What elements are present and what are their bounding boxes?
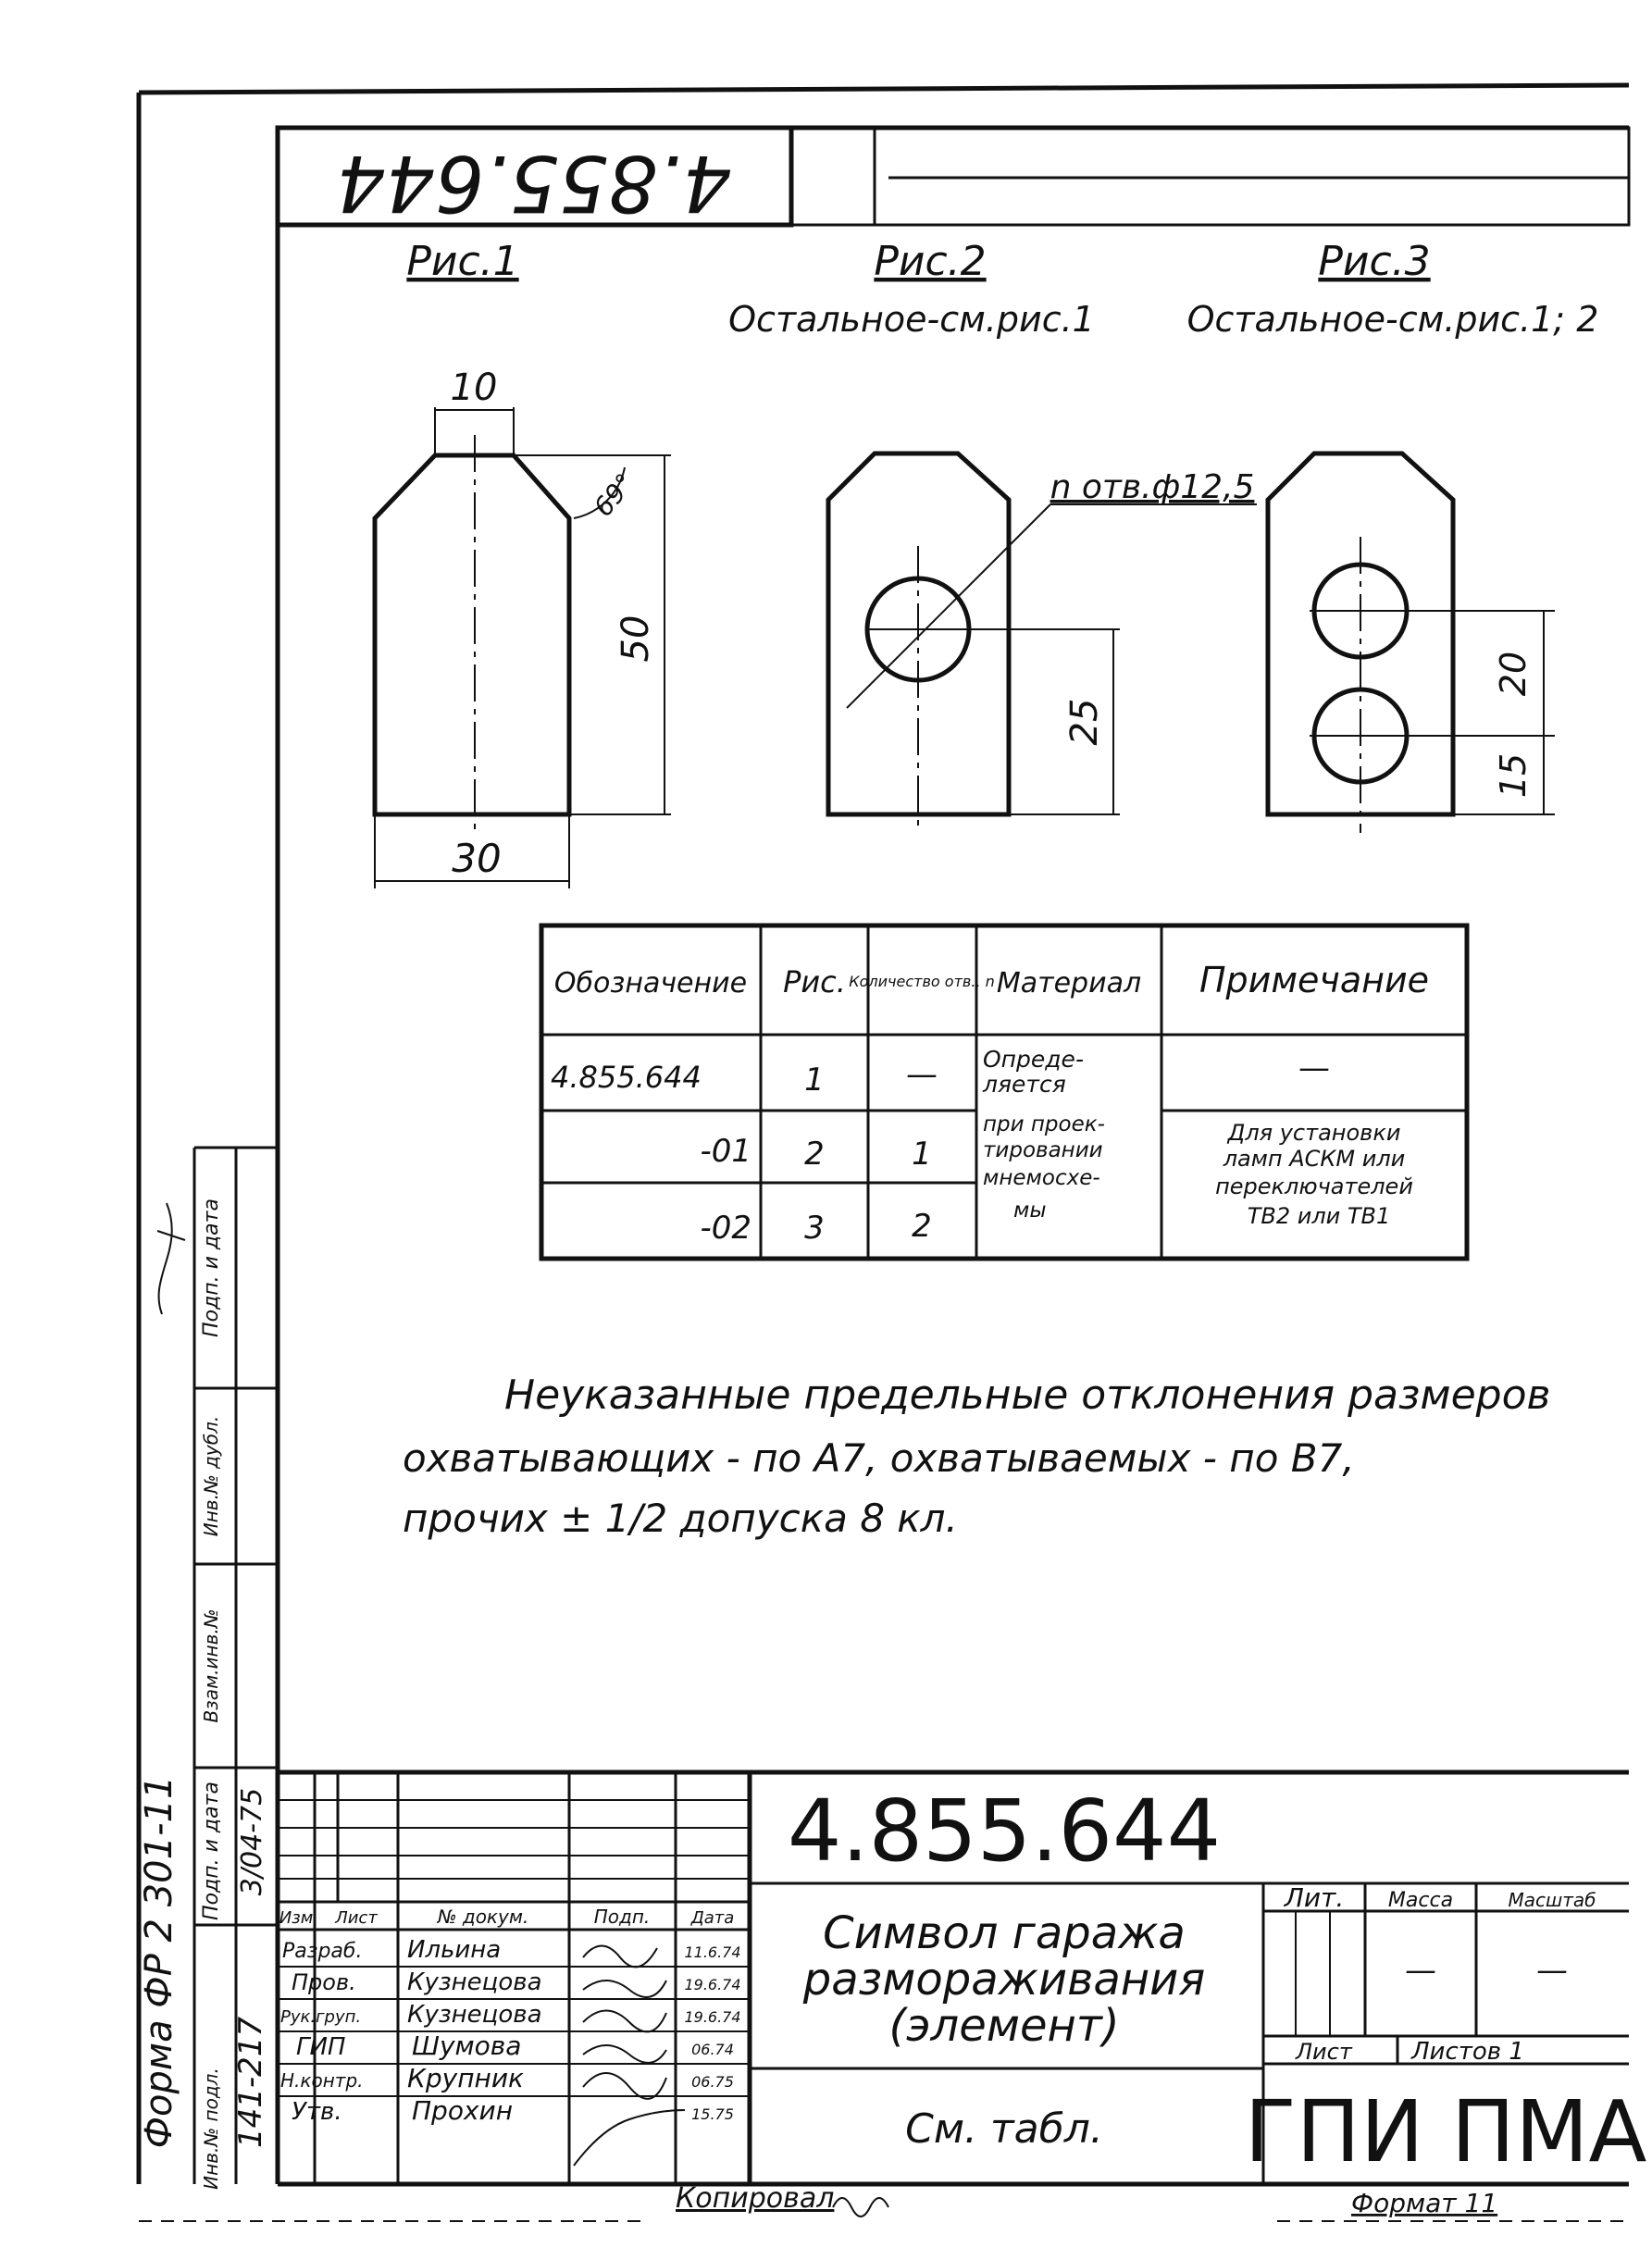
th-material: Материал — [996, 967, 1142, 1000]
row1-note: — — [1298, 1049, 1330, 1087]
tb-h-data: Дата — [690, 1908, 735, 1928]
tb-name-line-1: Символ гаража — [823, 1907, 1186, 1959]
row3-holes: 2 — [912, 1208, 932, 1245]
tb-role-4: ГИП — [296, 2033, 346, 2061]
tb-name-3: Кузнецова — [407, 2001, 542, 2029]
note-line-1: Для установки — [1227, 1120, 1401, 1146]
row2-designation: -01 — [700, 1133, 751, 1170]
tb-role-5: Н.контр. — [280, 2069, 364, 2092]
fig3-dim-15: 15 — [1493, 752, 1534, 799]
tb-name-1: Ильина — [407, 1936, 502, 1964]
stamp-date-value: 3/04-75 — [236, 1787, 268, 1896]
fig2-title: Рис.2 — [874, 238, 987, 285]
note-line-4: ТВ2 или ТВ1 — [1247, 1203, 1391, 1229]
tb-code: 4.855.644 — [787, 1782, 1222, 1881]
footer-copied: Копировал — [676, 2182, 835, 2215]
tb-name-line-2: размораживания — [802, 1954, 1206, 2005]
tb-material: См. табл. — [905, 2105, 1103, 2153]
stamp-signature — [157, 1203, 185, 1314]
tb-date-6: 15.75 — [691, 2105, 734, 2123]
fig1-title: Рис.1 — [406, 238, 519, 285]
material-line-1: Опреде- — [983, 1046, 1084, 1073]
th-fig: Рис. — [783, 964, 846, 1000]
tb-name-2: Кузнецова — [407, 1968, 542, 1996]
fig2-note: Остальное-см.рис.1 — [728, 299, 1095, 340]
fig1-dim-top: 10 — [450, 366, 498, 409]
fig1-dim-angle: 69° — [588, 467, 641, 523]
fig2-dim-25: 25 — [1063, 698, 1106, 746]
fig1-dim-width: 30 — [452, 836, 502, 881]
fig3-note: Остальное-см.рис.1; 2 — [1186, 299, 1599, 340]
tb-name-6: Прохин — [412, 2095, 514, 2126]
row2-holes: 1 — [912, 1136, 932, 1173]
material-line-3: при проек- — [983, 1112, 1105, 1136]
fig3-dim-20: 20 — [1493, 651, 1534, 697]
tb-date-3: 19.6.74 — [684, 2008, 741, 2026]
th-note: Примечание — [1199, 960, 1430, 1000]
material-line-4: тировании — [983, 1138, 1103, 1162]
fig3-title: Рис.3 — [1318, 238, 1431, 285]
fig1-dim-height: 50 — [615, 615, 657, 663]
row1-holes: — — [906, 1056, 938, 1093]
stamp-label-podp1: Подп. и дата — [200, 1782, 223, 1920]
material-line-2: ляется — [983, 1071, 1066, 1098]
row3-designation: -02 — [700, 1210, 751, 1247]
fig3-outline — [1268, 453, 1453, 814]
tb-mass-label: Масса — [1387, 1889, 1454, 1912]
fig2-hole-label: n отв.ф12,5 — [1050, 468, 1255, 506]
tb-mass-value: — — [1405, 1952, 1436, 1989]
tb-date-5: 06.75 — [691, 2073, 734, 2091]
stamp-label-vzam: Взам.инв.№ — [200, 1608, 222, 1723]
tb-lit-label: Лит. — [1284, 1882, 1345, 1913]
tb-scale-label: Масштаб — [1508, 1889, 1596, 1911]
notes-line-2: охватывающих - по А7, охватываемых - по В7, — [403, 1435, 1355, 1481]
tb-sheet-label: Лист — [1296, 2039, 1352, 2065]
tb-h-doc: № докум. — [437, 1906, 529, 1928]
tb-name-4: Шумова — [412, 2030, 522, 2061]
tb-scale-value: — — [1536, 1952, 1568, 1989]
top-border-line — [139, 85, 1629, 93]
tb-role-6: Утв. — [292, 2098, 342, 2126]
row2-fig: 2 — [804, 1136, 825, 1173]
tb-h-izm: Изм — [279, 1908, 314, 1928]
tb-role-3: Рук.груп. — [280, 2007, 362, 2027]
stamp-label-inv: Инв.№ подл. — [200, 2068, 222, 2190]
th-designation: Обозначение — [553, 967, 748, 1000]
tb-name-line-3: (элемент) — [888, 2000, 1120, 2052]
stamp-inv-value: 141-217 — [232, 2016, 269, 2149]
tb-h-podp: Подп. — [593, 1906, 651, 1928]
fig2-leader — [847, 504, 1050, 708]
tb-org: ГПИ ПМА — [1244, 2082, 1647, 2181]
tb-sheets-label: Листов 1 — [1411, 2038, 1524, 2066]
tb-signatures — [574, 1946, 685, 2167]
top-code-rotated: 4.855.644 — [336, 138, 732, 230]
row1-designation: 4.855.644 — [551, 1060, 702, 1095]
material-line-5: мнемосхе- — [983, 1166, 1100, 1190]
tb-h-list: Лист — [335, 1908, 378, 1928]
tb-date-1: 11.6.74 — [684, 1943, 741, 1961]
material-line-6: мы — [1013, 1198, 1047, 1223]
stamp-label-podp2: Подп. и дата — [200, 1198, 223, 1337]
notes-line-3: прочих ± 1/2 допуска 8 кл. — [403, 1496, 958, 1541]
footer-copied-signature — [833, 2198, 888, 2217]
note-line-2: ламп АСКМ или — [1223, 1146, 1406, 1172]
footer-format: Формат 11 — [1351, 2188, 1498, 2218]
tb-role-1: Разраб. — [282, 1940, 363, 1963]
tb-date-2: 19.6.74 — [684, 1976, 741, 1993]
row3-fig: 3 — [804, 1210, 825, 1247]
stamp-forma: Форма ФР 2 301-11 — [138, 1775, 180, 2149]
tb-role-2: Пров. — [292, 1969, 356, 1995]
notes-line-1: Неуказанные предельные отклонения размеров — [504, 1372, 1551, 1419]
note-line-3: переключателей — [1215, 1173, 1413, 1199]
tb-date-4: 06.74 — [691, 2041, 734, 2058]
tb-name-5: Крупник — [407, 2063, 524, 2093]
stamp-label-dubl: Инв.№ дубл. — [200, 1415, 222, 1537]
row1-fig: 1 — [804, 1062, 825, 1099]
fig1-outline — [375, 455, 569, 814]
th-holes: Количество отв., n — [849, 973, 995, 990]
